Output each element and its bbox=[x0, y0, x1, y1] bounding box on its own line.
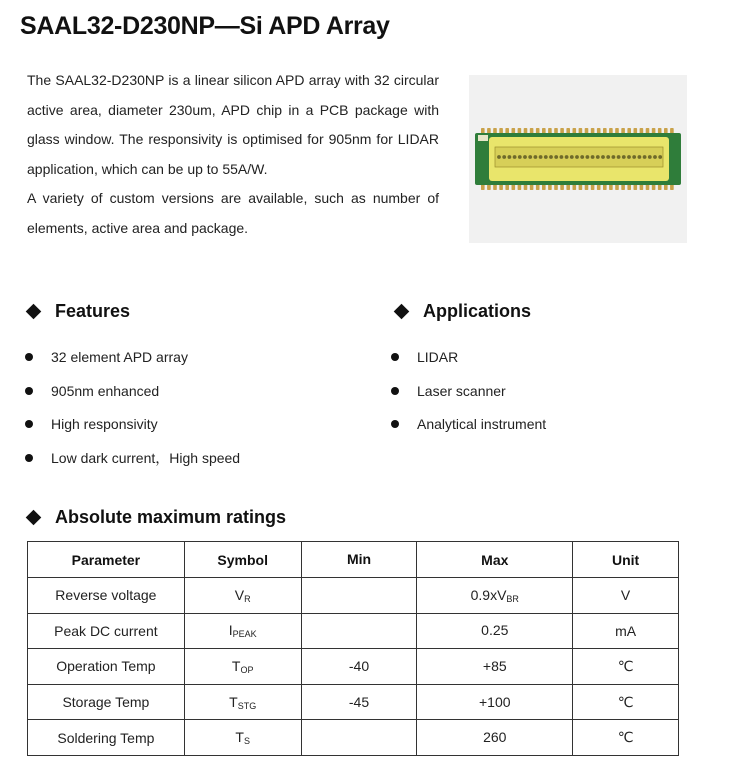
col-header-symbol: Symbol bbox=[184, 542, 301, 578]
table-row bbox=[28, 578, 679, 614]
list-item bbox=[390, 374, 546, 408]
table-row bbox=[28, 684, 679, 720]
cell-parameter: Soldering Temp bbox=[28, 720, 185, 756]
apd-element bbox=[632, 155, 636, 159]
cell-parameter: Peak DC current bbox=[28, 613, 185, 649]
symbol-text: V bbox=[234, 586, 245, 603]
diamond-bullet-icon bbox=[394, 304, 410, 320]
cell-symbol bbox=[184, 613, 301, 649]
apd-element bbox=[622, 155, 626, 159]
cell-unit: V bbox=[573, 578, 679, 614]
table-row bbox=[28, 649, 679, 685]
apd-element bbox=[591, 155, 595, 159]
cell-parameter: Operation Temp bbox=[28, 649, 185, 685]
apd-element bbox=[658, 155, 662, 159]
list-item bbox=[24, 407, 240, 441]
cell-symbol bbox=[184, 720, 301, 756]
symbol-subscript: OP bbox=[240, 664, 254, 675]
list-item bbox=[390, 340, 546, 374]
symbol-text: T bbox=[231, 657, 241, 674]
symbol-text: T bbox=[235, 729, 244, 746]
intro-text bbox=[27, 66, 439, 244]
bullet-icon bbox=[25, 387, 33, 395]
max-text: +100 bbox=[479, 693, 511, 710]
apd-element bbox=[601, 155, 605, 159]
features-heading-label: Features bbox=[55, 301, 131, 321]
apd-element bbox=[534, 155, 538, 159]
ratings-heading-label: Absolute maximum ratings bbox=[55, 507, 287, 527]
apd-element bbox=[638, 155, 642, 159]
features-heading bbox=[25, 301, 130, 322]
ratings-heading bbox=[25, 507, 286, 528]
apd-element bbox=[513, 155, 517, 159]
symbol-subscript: STG bbox=[237, 700, 257, 711]
apd-element bbox=[554, 155, 558, 159]
cell-unit: ℃ bbox=[573, 649, 679, 685]
cell-max bbox=[417, 578, 573, 614]
page-title: SAAL32-D230NP—Si APD Array bbox=[20, 12, 390, 40]
apd-element bbox=[575, 155, 579, 159]
application-text: LIDAR bbox=[417, 348, 459, 365]
applications-heading bbox=[393, 301, 531, 322]
cell-min bbox=[301, 720, 417, 756]
list-item bbox=[24, 374, 240, 408]
apd-element bbox=[497, 155, 501, 159]
diamond-bullet-icon bbox=[26, 304, 42, 320]
apd-element bbox=[606, 155, 610, 159]
list-item bbox=[24, 340, 240, 374]
apd-element bbox=[544, 155, 548, 159]
symbol-subscript: PEAK bbox=[232, 629, 257, 640]
max-text: 0.25 bbox=[481, 622, 509, 639]
apd-element bbox=[627, 155, 631, 159]
intro-paragraph-2: A variety of custom versions are available, such as number of elements, active area and package. bbox=[27, 190, 439, 236]
apd-element bbox=[586, 155, 590, 159]
cell-min bbox=[301, 613, 417, 649]
cell-parameter: Storage Temp bbox=[28, 684, 185, 720]
cell-symbol bbox=[184, 578, 301, 614]
feature-text: High responsivity bbox=[51, 416, 158, 433]
bullet-icon bbox=[25, 454, 33, 462]
applications-list bbox=[390, 340, 546, 441]
symbol-text: T bbox=[229, 693, 238, 710]
max-text: 260 bbox=[483, 729, 507, 746]
cell-symbol bbox=[184, 684, 301, 720]
product-image bbox=[469, 75, 687, 243]
intro-paragraph-1: The SAAL32-D230NP is a linear silicon APD array with 32 circular active area, diameter 230um, APD chip in a PCB package with glass window. The responsivity is optimised for 905nm for LIDAR application, which can be up to 55A/W. bbox=[27, 72, 439, 177]
table-header-row bbox=[28, 542, 679, 578]
apd-array-chip-illustration bbox=[469, 75, 687, 243]
cell-unit: ℃ bbox=[573, 720, 679, 756]
pcb-marking bbox=[478, 135, 488, 141]
cell-unit: ℃ bbox=[573, 684, 679, 720]
apd-element bbox=[518, 155, 522, 159]
table-row bbox=[28, 613, 679, 649]
apd-element bbox=[528, 155, 532, 159]
application-text: Laser scanner bbox=[417, 382, 506, 399]
ratings-table bbox=[27, 541, 679, 756]
apd-element bbox=[560, 155, 564, 159]
bullet-icon bbox=[25, 353, 33, 361]
apd-element bbox=[539, 155, 543, 159]
apd-element bbox=[580, 155, 584, 159]
apd-element bbox=[643, 155, 647, 159]
symbol-text: I bbox=[228, 622, 233, 639]
apd-element bbox=[502, 155, 506, 159]
apd-element bbox=[596, 155, 600, 159]
feature-text: 32 element APD array bbox=[51, 348, 188, 365]
list-item bbox=[390, 407, 546, 441]
col-header-max: Max bbox=[417, 542, 573, 578]
apd-element bbox=[570, 155, 574, 159]
symbol-subscript: S bbox=[243, 736, 250, 747]
applications-heading-label: Applications bbox=[423, 301, 532, 321]
cell-min: -40 bbox=[301, 649, 417, 685]
table-row bbox=[28, 720, 679, 756]
col-header-unit: Unit bbox=[573, 542, 679, 578]
cell-max bbox=[417, 649, 573, 685]
cell-max bbox=[417, 613, 573, 649]
cell-min bbox=[301, 578, 417, 614]
bullet-icon bbox=[391, 353, 399, 361]
cell-symbol bbox=[184, 649, 301, 685]
max-text: +85 bbox=[482, 657, 507, 674]
symbol-subscript: R bbox=[244, 593, 251, 604]
cell-parameter: Reverse voltage bbox=[28, 578, 185, 614]
list-item bbox=[24, 441, 240, 475]
max-text: 0.9xV bbox=[470, 586, 507, 603]
bullet-icon bbox=[391, 387, 399, 395]
apd-element bbox=[648, 155, 652, 159]
application-text: Analytical instrument bbox=[417, 416, 547, 433]
feature-text: Low dark current，High speed bbox=[51, 449, 241, 466]
bullet-icon bbox=[25, 420, 33, 428]
apd-element bbox=[653, 155, 657, 159]
cell-min: -45 bbox=[301, 684, 417, 720]
apd-element bbox=[612, 155, 616, 159]
feature-text: 905nm enhanced bbox=[51, 382, 160, 399]
apd-element bbox=[523, 155, 527, 159]
features-list bbox=[24, 340, 240, 475]
bullet-icon bbox=[391, 420, 399, 428]
apd-element bbox=[508, 155, 512, 159]
apd-element bbox=[617, 155, 621, 159]
cell-max bbox=[417, 720, 573, 756]
col-header-min: Min bbox=[301, 542, 417, 578]
cell-max bbox=[417, 684, 573, 720]
max-subscript: BR bbox=[506, 593, 519, 604]
cell-unit: mA bbox=[573, 613, 679, 649]
apd-element bbox=[549, 155, 553, 159]
apd-element bbox=[565, 155, 569, 159]
col-header-parameter: Parameter bbox=[28, 542, 185, 578]
diamond-bullet-icon bbox=[26, 510, 42, 526]
